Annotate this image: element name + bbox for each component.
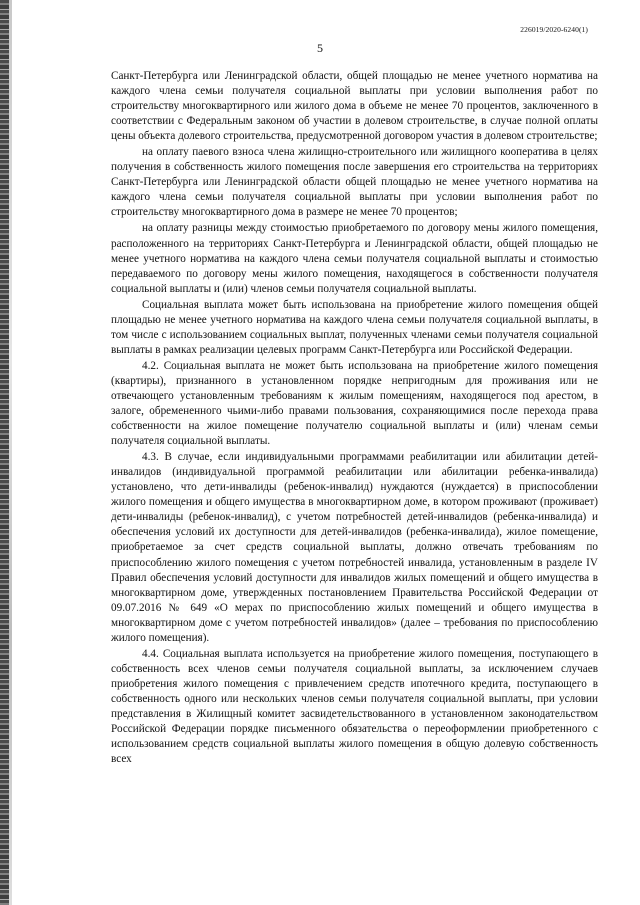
document-body (111, 69, 598, 768)
paragraph-continuation: Санкт-Петербурга или Ленинградской области, общей площадью не менее учетного норматива на каждого члена семьи получателя социальной выплаты при условии выполнения работ по строительству многоквартирного или жилого дома в объеме не менее 70 процентов, заключенного в соответствии с Федеральным законом об участии в долевом строительстве, в случае полной оплаты цены объекта долевого строительства, предусмотренной договором участия в долевом строительстве; (111, 70, 598, 143)
paragraph-cooperative-fee: на оплату паевого взноса члена жилищно-строительного или жилищного кооператива в целях получения в собственность жилого помещения после завершения его строительства на территориях Санкт-Петербурга или Ленинградской области общей площадью не менее учетного норматива на каждого члена семьи получателя социальной выплаты при условии выполнения работ по строительству многоквартирного дома в размере не менее 70 процентов; (111, 146, 598, 219)
paragraph-4-4: 4.4. Социальная выплата используется на приобретение жилого помещения, поступающего в собственность всех членов семьи получателя социальной выплаты, за исключением случаев приобретения жилого помещения с привлечением средств ипотечного кредита, поступающего в собственность одного или нескольких членов семьи получателя социальной выплаты, при условии представления в Жилищный комитет засвидетельствованного в установленном законодательством Российской Федерации порядке письменного обязательства о переоформлении приобретенного с использованием средств социальной выплаты жилого помещения в общую долевую собственность всех (111, 647, 598, 766)
paragraph-4-3: 4.3. В случае, если индивидуальными программами реабилитации или абилитации детей-инвалидов (индивидуальной программой реабилитации или абилитации ребенка-инвалида) установлено, что дети-инвалиды (ребенок-инвалид) нуждаются (нуждается) в приспособлении жилого помещения и общего имущества в многоквартирном доме, в котором проживают (проживает) дети-инвалиды (ребенок-инвалид), с учетом потребностей детей-инвалидов (ребенка-инвалида) и обеспечения условий их доступности для детей-инвалидов (ребенка-инвалида), жилое помещение, приобретаемое за счет средств социальной выплаты, должно отвечать требованиям по приспособлению жилого помещения с учетом потребностей инвалида, установленным в разделе IV Правил обеспечения условий доступности для инвалидов жилых помещений и общего имущества в многоквартирном доме, утвержденных постановлением Правительства Российской Федерации от 09.07.2016 № 649 «О мерах по приспособлению жилых помещений и общего имущества в многоквартирном доме с учетом потребностей инвалидов» (далее – требования по приспособлению жилого помещения). (111, 451, 598, 644)
paragraph-exchange-difference: на оплату разницы между стоимостью приобретаемого по договору мены жилого помещения, расположенного на территориях Санкт-Петербурга и Ленинградской области, общей площадью не менее учетного норматива на каждого члена семьи получателя социальной выплаты и стоимостью передаваемого по договору мены жилого помещения, находящегося в собственности получателя социальной выплаты и (или) членов семьи получателя социальной выплаты. (111, 222, 598, 295)
scan-shadow (9, 0, 12, 905)
paragraph-4-2: 4.2. Социальная выплата не может быть использована на приобретение жилого помещения (квартиры), признанного в установленном порядке непригодным для проживания или не отвечающего установленным требованиям к жилым помещениям, находящегося под арестом, в залоге, обремененного чьими-либо правами пользования, сохраняющимися после перехода права собственности на жилое помещение получателю социальной выплаты и (или) членам семьи получателя социальной выплаты. (111, 359, 598, 448)
paragraph-social-payment-usage: Социальная выплата может быть использована на приобретение жилого помещения общей площадью не менее учетного норматива на каждого члена семьи получателя социальной выплаты, в том числе с использованием социальных выплат, полученных членами семьи получателя социальной выплаты в рамках реализации целевых программ Санкт-Петербурга или Российской Федерации. (111, 298, 598, 356)
page-number: 5 (317, 41, 323, 55)
document-registration-number: 226019/2020-6240(1) (520, 25, 588, 34)
scan-binding-edge (0, 0, 9, 905)
